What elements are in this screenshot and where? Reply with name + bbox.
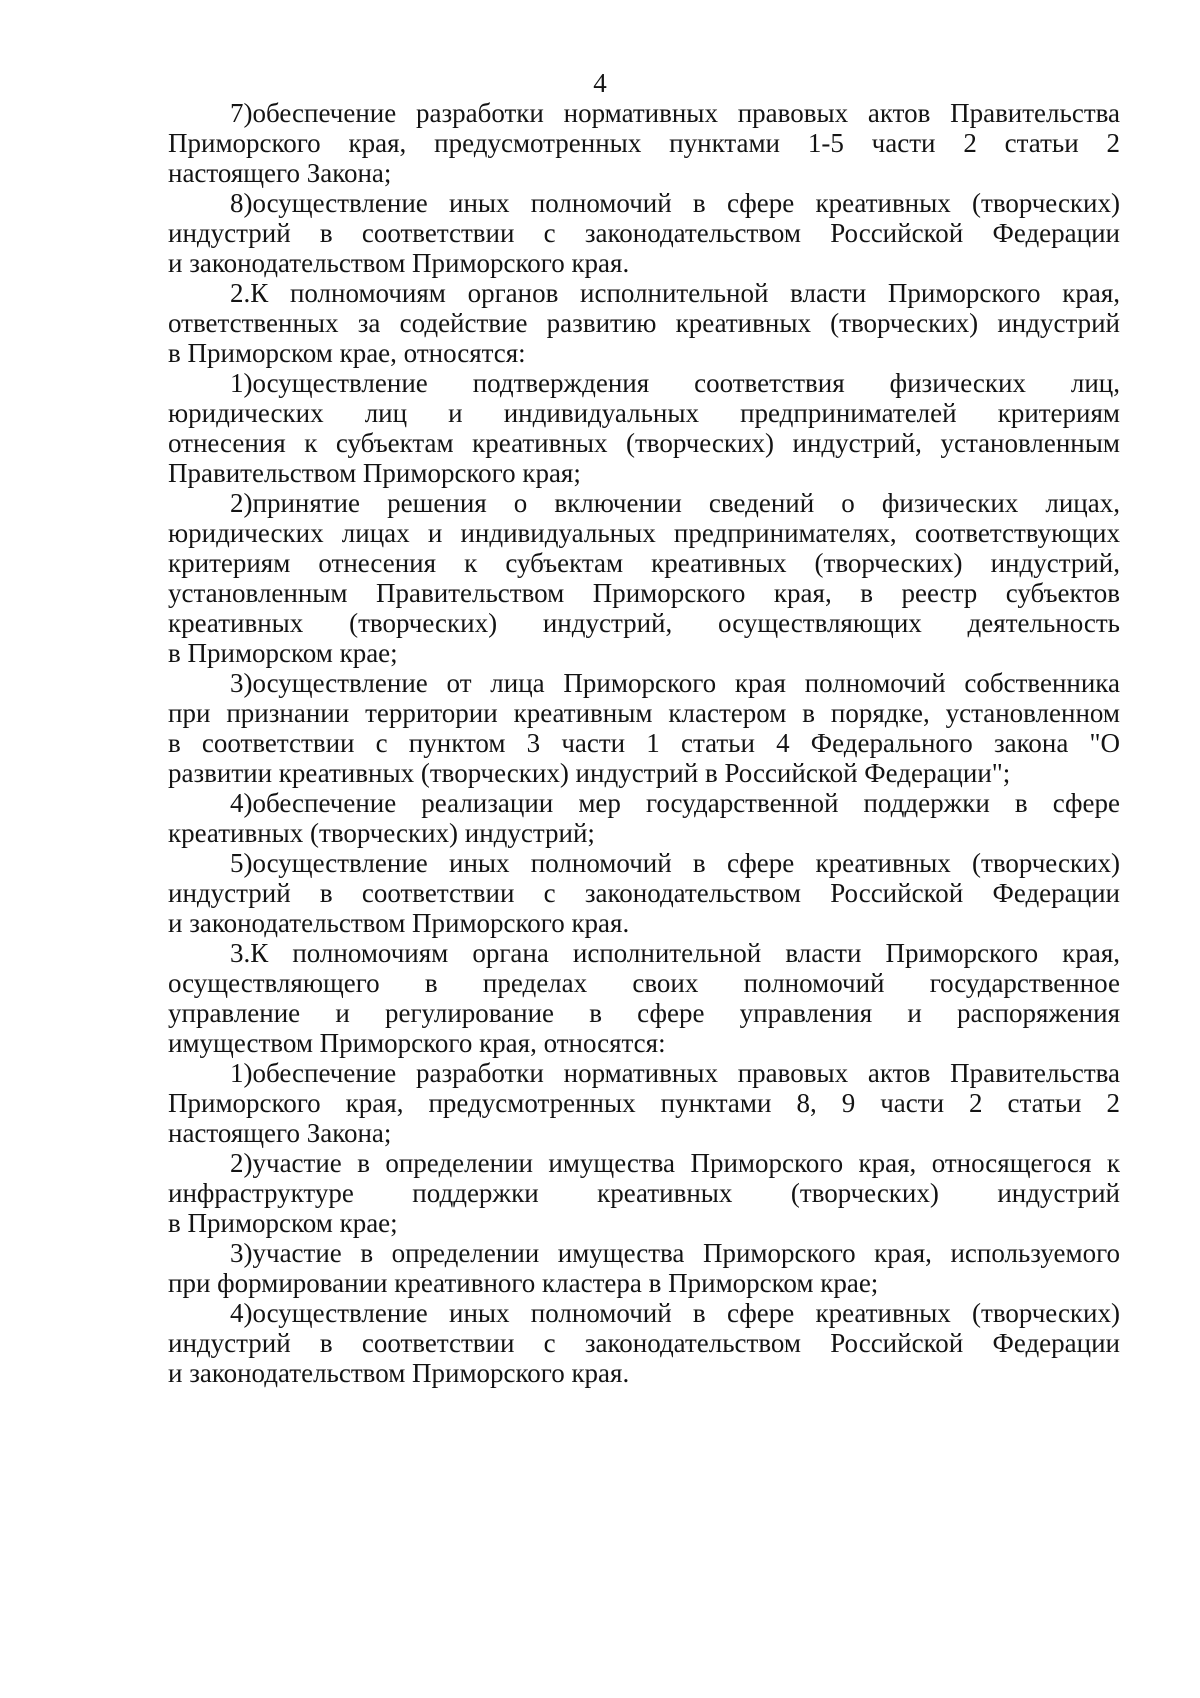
text-line: 8)осуществление иных полномочий в сфере креативных (творческих) [230, 188, 1120, 218]
text-line: 2)участие в определении имущества Приморского края, относящегося к [230, 1148, 1120, 1178]
page-number: 4 [593, 68, 607, 98]
text-line: креативных (творческих) индустрий; [168, 818, 595, 848]
text-line: управление и регулирование в сфере управления и распоряжения [168, 998, 1120, 1028]
paragraph [168, 938, 1120, 1058]
text-line: в Приморском крае; [168, 638, 398, 668]
text-line: критериям отнесения к субъектам креативных (творческих) индустрий, [168, 548, 1120, 578]
text-line: и законодательством Приморского края. [168, 248, 630, 278]
paragraph [168, 98, 1120, 188]
text-line: индустрий в соответствии с законодательством Российской Федерации [168, 218, 1120, 248]
text-line: инфраструктуре поддержки креативных (творческих) индустрий [168, 1178, 1120, 1208]
text-line: в Приморском крае, относятся: [168, 338, 526, 368]
text-line: 3.К полномочиям органа исполнительной власти Приморского края, [230, 938, 1120, 968]
paragraph [168, 188, 1120, 278]
text-line: 1)обеспечение разработки нормативных правовых актов Правительства [230, 1058, 1120, 1088]
paragraph [168, 1148, 1120, 1238]
paragraph [168, 368, 1120, 488]
text-line: 4)осуществление иных полномочий в сфере креативных (творческих) [230, 1298, 1120, 1328]
text-line: индустрий в соответствии с законодательством Российской Федерации [168, 1328, 1120, 1358]
text-line: юридических лиц и индивидуальных предпринимателей критериям [168, 398, 1120, 428]
text-line: 2)принятие решения о включении сведений о физических лицах, [230, 488, 1120, 518]
text-line: имуществом Приморского края, относятся: [168, 1028, 666, 1058]
text-line: в Приморском крае; [168, 1208, 398, 1238]
text-line: 7)обеспечение разработки нормативных правовых актов Правительства [230, 98, 1120, 128]
text-line: ответственных за содействие развитию креативных (творческих) индустрий [168, 308, 1120, 338]
paragraph [168, 668, 1120, 788]
text-line: и законодательством Приморского края. [168, 908, 630, 938]
text-line: Правительством Приморского края; [168, 458, 581, 488]
text-line: отнесения к субъектам креативных (творческих) индустрий, установленным [168, 428, 1120, 458]
text-line: Приморского края, предусмотренных пунктами 1-5 части 2 статьи 2 [168, 128, 1120, 158]
text-line: развитии креативных (творческих) индустрий в Российской Федерации"; [168, 758, 1011, 788]
paragraph [168, 1298, 1120, 1388]
text-line: установленным Правительством Приморского края, в реестр субъектов [168, 578, 1120, 608]
text-line: осуществляющего в пределах своих полномочий государственное [168, 968, 1120, 998]
text-line: индустрий в соответствии с законодательством Российской Федерации [168, 878, 1120, 908]
text-line: настоящего Закона; [168, 1118, 392, 1148]
text-line: 3)участие в определении имущества Приморского края, используемого [230, 1238, 1120, 1268]
document-body [168, 98, 1120, 1388]
text-line: при признании территории креативным кластером в порядке, установленном [168, 698, 1120, 728]
text-line: 5)осуществление иных полномочий в сфере креативных (творческих) [230, 848, 1120, 878]
text-line: Приморского края, предусмотренных пунктами 8, 9 части 2 статьи 2 [168, 1088, 1120, 1118]
paragraph [168, 788, 1120, 848]
paragraph [168, 1238, 1120, 1298]
paragraph [168, 278, 1120, 368]
text-line: при формировании креативного кластера в Приморском крае; [168, 1268, 879, 1298]
text-line: в соответствии с пунктом 3 части 1 статьи 4 Федерального закона "О [168, 728, 1120, 758]
text-line: 1)осуществление подтверждения соответствия физических лиц, [230, 368, 1120, 398]
paragraph [168, 488, 1120, 668]
text-line: креативных (творческих) индустрий, осуществляющих деятельность [168, 608, 1120, 638]
text-line: 4)обеспечение реализации мер государственной поддержки в сфере [230, 788, 1120, 818]
text-line: настоящего Закона; [168, 158, 392, 188]
paragraph [168, 1058, 1120, 1148]
paragraph [168, 848, 1120, 938]
text-line: 3)осуществление от лица Приморского края полномочий собственника [230, 668, 1120, 698]
text-line: и законодательством Приморского края. [168, 1358, 630, 1388]
text-line: 2.К полномочиям органов исполнительной власти Приморского края, [230, 278, 1120, 308]
text-line: юридических лицах и индивидуальных предпринимателях, соответствующих [168, 518, 1120, 548]
